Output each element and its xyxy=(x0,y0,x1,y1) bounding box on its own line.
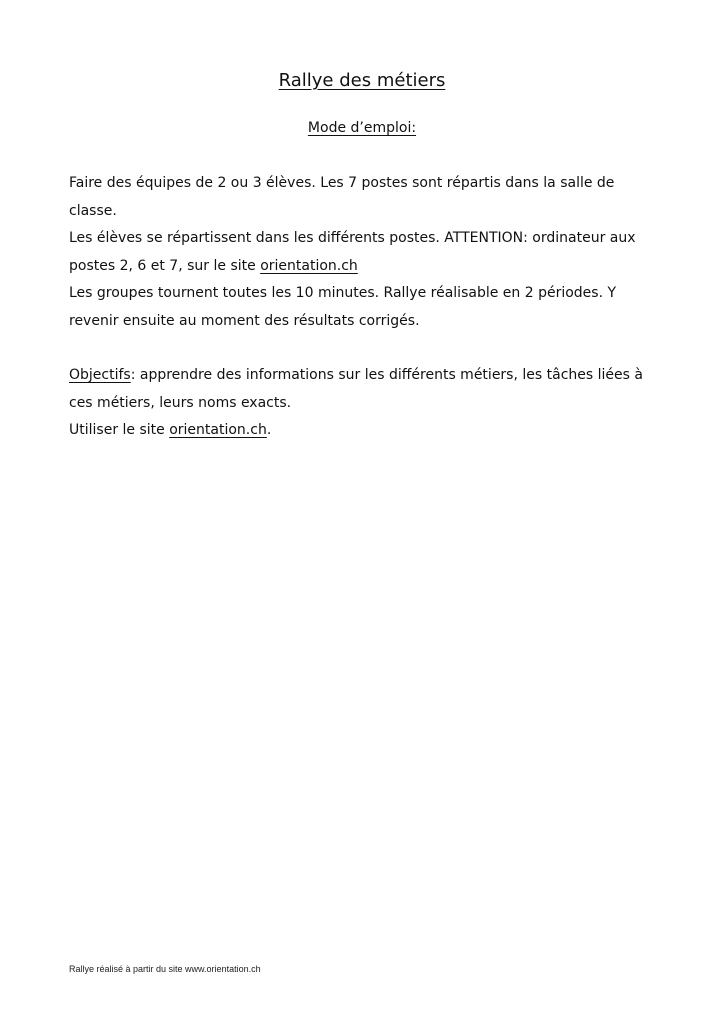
objectives-line xyxy=(69,417,669,445)
objectives-text: Utiliser le site xyxy=(69,422,170,438)
objectives-line xyxy=(69,362,669,390)
instructions-line: revenir ensuite au moment des résultats corrigés. xyxy=(69,312,420,329)
instructions-line: Les élèves se répartissent dans les différents postes. ATTENTION: ordinateur aux xyxy=(69,230,636,246)
instructions-line: classe. xyxy=(69,202,117,219)
document-subtitle-block xyxy=(0,118,724,138)
orientation-link[interactable]: orientation.ch xyxy=(169,422,267,438)
objectives-text: . xyxy=(266,422,272,438)
instructions-text: postes 2, 6 et 7, sur le site xyxy=(69,257,261,274)
objectives-paragraph xyxy=(69,362,669,445)
instructions-paragraph xyxy=(69,170,669,335)
objectives-label: Objectifs xyxy=(69,367,131,383)
objectives-line: ces métiers, leurs noms exacts. xyxy=(69,394,292,411)
instructions-line xyxy=(69,253,669,281)
instructions-line: Les groupes tournent toutes les 10 minutes. Rallye réalisable en 2 périodes. Y xyxy=(69,285,617,301)
objectives-text: : apprendre des informations sur les différents métiers, les tâches liées à xyxy=(130,367,643,383)
instructions-line: Faire des équipes de 2 ou 3 élèves. Les 7 postes sont répartis dans la salle de xyxy=(69,175,615,191)
page-subtitle: Mode d’emploi: xyxy=(307,120,417,136)
page-footer: Rallye réalisé à partir du site www.orientation.ch xyxy=(69,964,261,974)
orientation-link[interactable]: orientation.ch xyxy=(260,257,358,274)
document-title-block xyxy=(0,68,724,94)
page-title: Rallye des métiers xyxy=(278,70,446,91)
